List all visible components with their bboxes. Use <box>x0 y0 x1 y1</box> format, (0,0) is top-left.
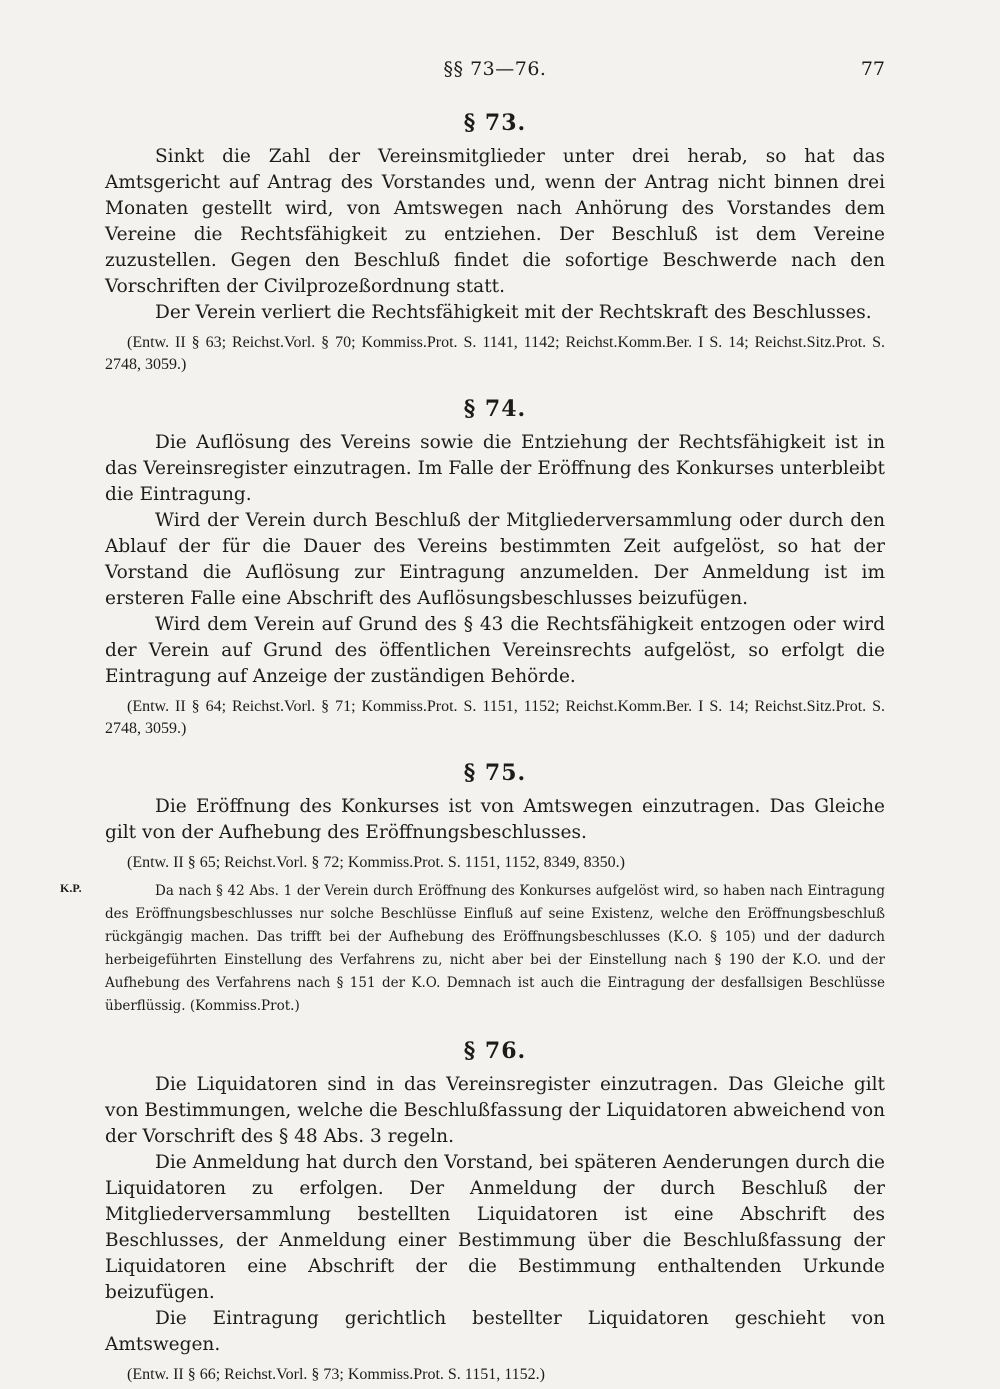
section-heading: § 76. <box>463 1038 527 1064</box>
paragraph: Wird dem Verein auf Grund des § 43 die Rechtsfähigkeit entzogen oder wird der Verein auf Grund des öffentlichen Vereinsrechts aufgelöst, so erfolgt die Eintragung auf Anzeige der zuständigen Behörde. <box>105 614 885 687</box>
legislative-reference: (Entw. II § 66; Reichst.Vorl. § 73; Kommiss.Prot. S. 1151, 1152.) <box>127 1366 545 1383</box>
section-76 <box>105 1038 885 1386</box>
paragraph: Die Eintragung gerichtlich bestellter Liquidatoren geschieht von Amtswegen. <box>105 1308 885 1355</box>
paragraph: Wird der Verein durch Beschluß der Mitgliederversammlung oder durch den Ablauf der für die Dauer des Vereins bestimmten Zeit aufgelöst, so hat der Vorstand die Auflösung zur Eintragung anzumelden. Der Anmeldung ist im ersteren Falle eine Abschrift des Auflösungsbeschlusses beizufügen. <box>105 510 885 609</box>
legislative-reference: (Entw. II § 64; Reichst.Vorl. § 71; Kommiss.Prot. S. 1151, 1152; Reichst.Komm.Ber. I S. 14; Reichst.Sitz.Prot. S. 2748, 3059.) <box>105 698 885 737</box>
note-marker: K.P. <box>60 881 82 895</box>
paragraph: Die Auflösung des Vereins sowie die Entziehung der Rechtsfähigkeit ist in das Vereinsregister einzutragen. Im Falle der Eröffnung des Konkurses unterbleibt die Eintragung. <box>105 432 885 505</box>
running-header <box>105 58 885 94</box>
paragraph: Die Anmeldung hat durch den Vorstand, bei späteren Aenderungen durch die Liquidatoren zu erfolgen. Der Anmeldung der durch Beschluß der Mitgliederversammlung bestellten Liquidatoren ist eine Abschrift des Beschlusses, der Anmeldung einer Bestimmung über die Beschlußfassung der Liquidatoren eine Abschrift der die Bestimmung enthaltenden Urkunde beizufügen. <box>105 1152 885 1303</box>
commission-note <box>60 880 885 1018</box>
legislative-reference: (Entw. II § 63; Reichst.Vorl. § 70; Kommiss.Prot. S. 1141, 1142; Reichst.Komm.Ber. I S. 14; Reichst.Sitz.Prot. S. 2748, 3059.) <box>105 334 885 373</box>
running-title: §§ 73—76. <box>443 58 547 80</box>
paragraph: Die Liquidatoren sind in das Vereinsregister einzutragen. Das Gleiche gilt von Bestimmungen, welche die Beschlußfassung der Liquidatoren abweichend von der Vorschrift des § 48 Abs. 3 regeln. <box>105 1074 885 1147</box>
page-number: 77 <box>860 58 885 80</box>
section-heading: § 74. <box>463 396 527 422</box>
section-heading: § 75. <box>463 760 527 786</box>
section-74 <box>105 396 885 740</box>
paragraph: Sinkt die Zahl der Vereinsmitglieder unter drei herab, so hat das Amtsgericht auf Antrag des Vorstandes und, wenn der Antrag nicht binnen drei Monaten gestellt wird, von Amtswegen nach Anhörung des Vorstandes dem Vereine die Rechtsfähigkeit zu entziehen. Der Beschluß ist dem Vereine zuzustellen. Gegen den Beschluß findet die sofortige Beschwerde nach den Vorschriften der Civilprozeßordnung statt. <box>105 146 885 297</box>
section-75 <box>60 760 885 1018</box>
paragraph: Die Eröffnung des Konkurses ist von Amtswegen einzutragen. Das Gleiche gilt von der Aufhebung des Eröffnungsbeschlusses. <box>105 796 885 843</box>
document-page <box>60 58 885 1386</box>
note-text: Da nach § 42 Abs. 1 der Verein durch Eröffnung des Konkurses aufgelöst wird, so haben nach Eintragung des Eröffnungsbeschlusses nur solche Beschlüsse Einfluß auf seine Existenz, welche den Eröffnungsbeschluß rückgängig machen. Das trifft bei der Aufhebung des Eröffnungsbeschlusses (K.O. § 105) und der dadurch herbeigeführten Einstellung des Verfahrens zu, nicht aber bei der Einstellung nach § 190 der K.O. und der Aufhebung des Verfahrens nach § 151 der K.O. Demnach ist auch die Eintragung der desfallsigen Beschlüsse überflüssig. (Kommiss.Prot.) <box>105 883 885 1014</box>
section-heading: § 73. <box>463 110 527 136</box>
paragraph: Der Verein verliert die Rechtsfähigkeit mit der Rechtskraft des Beschlusses. <box>155 302 872 323</box>
section-73 <box>105 110 885 376</box>
legislative-reference: (Entw. II § 65; Reichst.Vorl. § 72; Kommiss.Prot. S. 1151, 1152, 8349, 8350.) <box>127 854 625 871</box>
